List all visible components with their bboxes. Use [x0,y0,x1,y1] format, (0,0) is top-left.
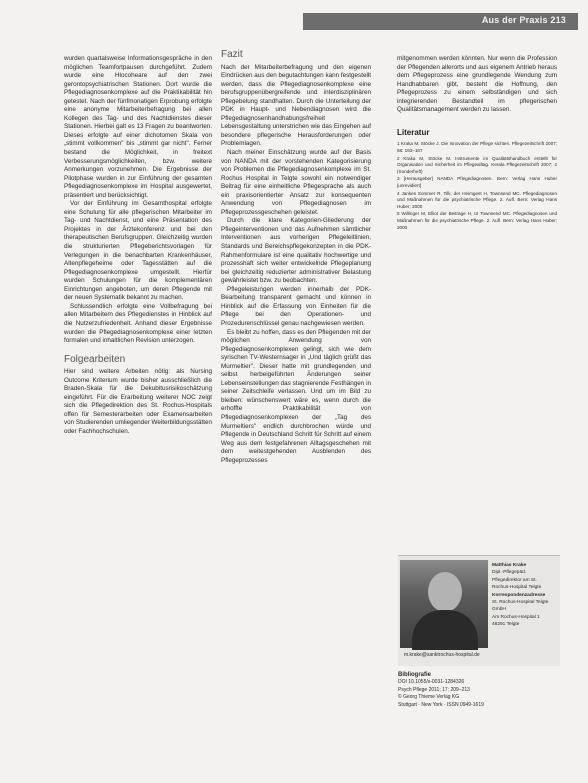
author-line: Pflegedirektor am St. [492,577,537,583]
column-1 [64,55,212,437]
author-line: St. Rochus-Hospital Telgte [492,600,549,606]
section-heading-folgearbeiten: Folgearbeiten [64,353,126,365]
literature-item: 4 Jankes Sommer R, Tilk, der Heimgest H, Townsend MC. Pflegediagnosen und Maßnahmen für die psychiatrische Pflege. 2. Aufl. Bern: Verlag Hans Huber; 2000 [397,190,557,209]
literature-heading: Literatur [397,127,430,137]
author-name: Matthias Krake [492,563,527,568]
section-heading-fazit: Fazit [221,49,243,60]
author-line: Rochus-Hospital Telgte [492,585,542,591]
col1-paragraph: Schlussendlich erfolgte eine Vollbefragung bei allen Mitarbeitern des Pflegedienstes in Hinblick auf die Nutzerzufriedenheit. Anhand dieser Ergebnisse wurden die Pflegediagnosenkomplexe einer letzten formalen und inhaltlichen Revision unterzogen. [64,302,212,345]
running-header [303,13,578,30]
col3-paragraph: mitgenommen werden könnten. Nur wenn die Profession der Pflegenden allerorts und aus eigenem Antrieb heraus dem Pflegeprozess eine grundlegende Wendung zum Handhabbaren gibt, besteht die Hoffnung, den Pflegeprozess zu einem selbständigen und sich integrierenden Bestandteil im pflegerischen Qualitätsmanagement werden zu lassen. [397,55,557,114]
literature-item: 2 Kraka M, Stöcke M. Instrumente im Qualitätshandbuch erstellt für Organisation und Sicherheit im Pflegealltag. Kerala Pflegezeitschrift 2007; 2 (Sonderheft) [397,155,557,174]
bibliography-box [398,672,560,709]
author-photo-body [412,610,478,650]
author-line: 48291 Telgte [492,622,520,628]
author-photo-head [428,572,462,612]
author-line: Am Rochus-Hospital 1 [492,614,540,620]
running-header-title: Aus der Praxis 213 [481,15,566,25]
bibliography-line: DOI 10.1055/s-0031-1284326 [398,679,465,686]
col2-paragraph: Durch die klare Kategorien-Gliederung der Pflegeinterventionen und das Aufnehmen sämtlicher Interventionen aus vorherigen Pflegeleitlinien, Standards und Bereichspflegekonzepten in die PDK-Rahmenformulare ist eine qualitativ hochwertige und prozesshaft sich weiter entwickelnde Pflegeplanung bei gleichzeitig reduzierter administrativer Belastung gewährleistet bzw. zu beobachten. [221,217,371,285]
col2-paragraph: Nach der Mitarbeiterbefragung und den eigenen Eindrücken aus den begutachtungen kann festgestellt werden, dass die Pflegediagnosenkomplexe eine berufsgruppenübergreifende und interdisziplinären Pflegebelung standhalten. Durch die Unterteilung der PDK in Haupt- und Nebendiagnosen wird die Pflegediagnosenhandhabungsfreiheit Lebensgestaltung unterstrichen wie das Eingehen auf besondere pflegerische Herausforderungen oder Problemlagen. [221,63,371,148]
author-line: Korrespondenzadresse [492,592,546,598]
bibliography-title: Bibliografie [398,672,432,678]
literature-item: 5 Willinger M, Elliot der Beiträge H, ür Townsend MC. Pflegediagnosen und Maßnahmen für die psychiatrische Pflege. 2. Aufl. Bern: Verlag Hans Huber; 2000 [397,211,557,230]
literature-item: 3 [Herausgeber] NANDA Pflegediagnosen. Bern: Verlag Hans Huber [unrevidiert] [397,176,557,188]
col1-paragraph: Vor der Einführung im Gesamthospital erfolgte eine Schulung für alle pflegerischen Mitarbeiter im Tag- und Nachtdienst, und eine Präsentation des Projektes in der Ärztekonferenz und bei den therapeutischen Berufsgruppen. Gleichzeitig wurden die strukturierten Pflegeberichtsvorlagen für Verlegungen in die benachbarten Krankenhäuser, Altenpflegeheime oder Tagesstätten auf die Pflegediagnosenkomplexe umgestellt. Hierfür wurden Schulungen für die komplementären Einrichtungen angeboten, um deren Pflegende mit der neuen Systematik bekannt zu machen. [64,200,212,302]
author-photo [400,560,488,648]
bibliography-line: © Georg Thieme Verlag KG [398,694,460,701]
author-email[interactable]: m.krake@sanktrochus-hospital.de [404,652,480,658]
author-line: Dipl.-Pflegepäd. [492,570,527,576]
column-2 [221,49,371,465]
bibliography-line: Stuttgart · New York · ISSN 0949-1619 [398,701,484,708]
author-line: GmbH [492,607,506,613]
col2-paragraph: Nach meiner Einschätzung wurde auf der Basis von NANDA mit der vorstehenden Kategorisierung von Problemen die Pflegediagnosenkomplexe im St. Rochus Hospital in Telgte sowohl ein notwendiger Beitrag für eine einheitliche Pflegesprache als auch ein praxisorientierter Ansatz zur konsequenten Anwendung von Pflegediagnosen im Pflegeprozessgeschehen geleistet. [221,149,371,216]
col2-paragraph: Pflegeleistungen werden innerhalb der PDK-Bearbeitung transparent gemacht und können in Hinblick auf die Erfassung von Einheiten für die Pflege bei den Operationen- und Prozedurenschlüssel genau nachgewiesen werden. [221,285,371,327]
column-3 [397,55,557,232]
bibliography-line: Psych Pflege 2011; 17: 209–213 [398,686,470,693]
col1-section-paragraph: Hier sind weitere Arbeiten nötig: als Nursing Outcome Kriterium wurde bisher ausschließlich die Braden-Skala für die Dekubitusrisikoschätzung eingeführt. Für die Erarbeitung weiterer NOC zeigt sich die Pflegedirektion des St. Rochus-Hospitals offen für Semesterarbeiten oder Examensarbeiten von Studierenden umliegender Weiterbildungsstätten oder Fachhochschulen. [64,368,212,435]
literature-item: 1 Kraka M, Stöcke J. Die Innovation der Pflege sichten. Pflegezeitschrift 2007; 58: 163–167 [397,141,557,153]
author-box [398,555,560,666]
author-details [492,562,558,629]
col2-paragraph: Es bleibt zu hoffen, dass es den Pflegenden mit der möglichen Anwendung von Pflegediagnosenkomplexen gelingt, sich wie dem syrischen TV-Westernsager in „Und täglich grüßt das Murmeltier". Dieser hatte mit grundlegenden und selbst herbeigeführten Änderungen seiner Lebenseinstellungen das stagnierende Festhängen in seiner Zeitschleife verlassen. Und um im Bild zu bleiben: wünschenswert wäre es, wenn durch die erhoffte Praktikabilität von Pflegediagnosenkomplexen der „Tag des Murmeltiers" endlich durchbrochen würde und Pflegende in Deutschland Schritt für Schritt auf einem Weg aus dem festgefahrenen Alltagsgeschehen mit dem weitestgehenden Ausblenden des Pflegeprozesses [221,328,371,464]
col1-paragraph: wurden quartalsweise Informationsgespräche in den möglichen Teamfortpausen durchgeführt. Zudem wurde eine Hlocoheare auf den zwei gerontopsychiatrischen Stationen. Dort wurde die Pflegediagnosenkomplexe auf die Praktikabilität hin getestet. Nach der fünfmonatigen Erprobung erfolgte eine anonyme Mitarbeiterbefragung bei allen Kollegen des Tag- und des Nachtdienstes dieser Stationen. Hierbei galt es 13 Fragen zu beantworten. Dieses erfolgte auf einer dichotomen Skala von „stimmt vollkommen" bis „stimmt gar nicht". Ferner bestand die Möglichkeit, in freitext Verbesserungsmöglichkeiten, bzw. weitere Anmerkungen vorzunehmen. Die Ergebnisse der Pilotphase wurden in zur Einführung der gesamten Pflegediagnosenkomplexe im Hospital ausgewertet, präsentiert und berücksichtigt. [64,55,212,199]
